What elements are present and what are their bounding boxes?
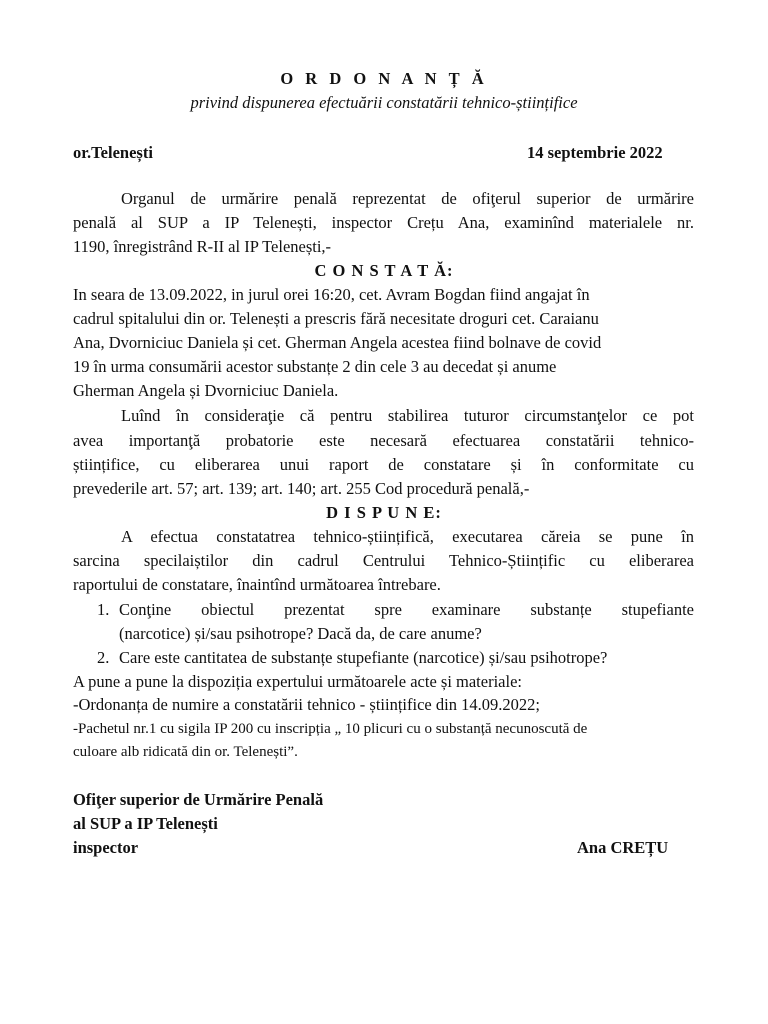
annex-intro: A pune a pune la dispoziția expertului următoarele acte și materiale:: [73, 672, 522, 691]
document-subtitle: privind dispunerea efectuării constatării tehnico-științifice: [190, 93, 578, 112]
signature-name: Ana CREȚU: [577, 838, 669, 857]
document-title: O R D O N A N Ț Ă: [280, 69, 488, 88]
facts-line-4: 19 în urma consumării acestor substanțe 2 din cele 3 au decedat și anume: [73, 357, 557, 376]
consider-line-2: avea importanţă probatorie este necesară efectuarea constatării tehnico-: [73, 431, 694, 450]
consider-line-4: prevederile art. 57; art. 139; art. 140; art. 255 Cod procedură penală,-: [73, 479, 530, 498]
annex-item-2-line-2: culoare alb ridicată din or. Telenești”.: [73, 744, 298, 760]
intro-line-1: Organul de urmărire penală reprezentat de ofiţerul superior de urmărire: [121, 189, 694, 208]
question-number-1: 1.: [97, 600, 110, 619]
dispune-line-3: raportului de constatare, înaintînd următoarea întrebare.: [73, 575, 441, 594]
signature-rank: inspector: [73, 838, 139, 857]
consider-line-1: Luînd în consideraţie că pentru stabilirea tuturor circumstanţelor ce pot: [121, 406, 694, 425]
question-2-line-1: Care este cantitatea de substanțe stupefiante (narcotice) și/sau psihotrope?: [119, 648, 608, 667]
place: or.Telenești: [73, 143, 153, 162]
annex-item-1: -Ordonanța de numire a constatării tehnico - științifice din 14.09.2022;: [73, 695, 540, 714]
consider-line-3: științifice, cu eliberarea unui raport de constatare și în conformitate cu: [73, 455, 694, 474]
signature-title-line-2: al SUP a IP Telenești: [73, 814, 218, 833]
question-1-line-2: (narcotice) și/sau psihotrope? Dacă da, de care anume?: [119, 624, 482, 643]
facts-line-1: In seara de 13.09.2022, in jurul orei 16:20, cet. Avram Bogdan fiind angajat în: [73, 285, 590, 304]
facts-line-3: Ana, Dvorniciuc Daniela și cet. Gherman Angela acestea fiind bolnave de covid: [73, 333, 602, 352]
facts-line-2: cadrul spitalului din or. Telenești a prescris fără necesitate droguri cet. Caraianu: [73, 309, 599, 328]
dispune-line-1: A efectua constatatrea tehnico-științifică, executarea căreia se pune în: [121, 527, 694, 546]
facts-line-5: Gherman Angela și Dvorniciuc Daniela.: [73, 381, 339, 400]
intro-line-2: penală al SUP a IP Telenești, inspector Crețu Ana, examinînd materialele nr.: [73, 213, 694, 232]
date: 14 septembrie 2022: [527, 143, 663, 162]
section-dispune: D I S P U N E:: [326, 503, 442, 522]
intro-line-3: 1190, înregistrând R-II al IP Telenești,-: [73, 237, 332, 256]
signature-title-line-1: Ofiţer superior de Urmărire Penală: [73, 790, 324, 809]
question-number-2: 2.: [97, 648, 110, 667]
section-constata: C O N S T A T Ă:: [314, 261, 454, 280]
question-1-line-1: Conţine obiectul prezentat spre examinare substanțe stupefiante: [119, 600, 694, 619]
dispune-line-2: sarcina specilaiștilor din cadrul Centrului Tehnico-Științific cu eliberarea: [73, 551, 694, 570]
annex-item-2-line-1: -Pachetul nr.1 cu sigila IP 200 cu inscripția „ 10 plicuri cu o substanță necunoscută de: [73, 721, 588, 737]
